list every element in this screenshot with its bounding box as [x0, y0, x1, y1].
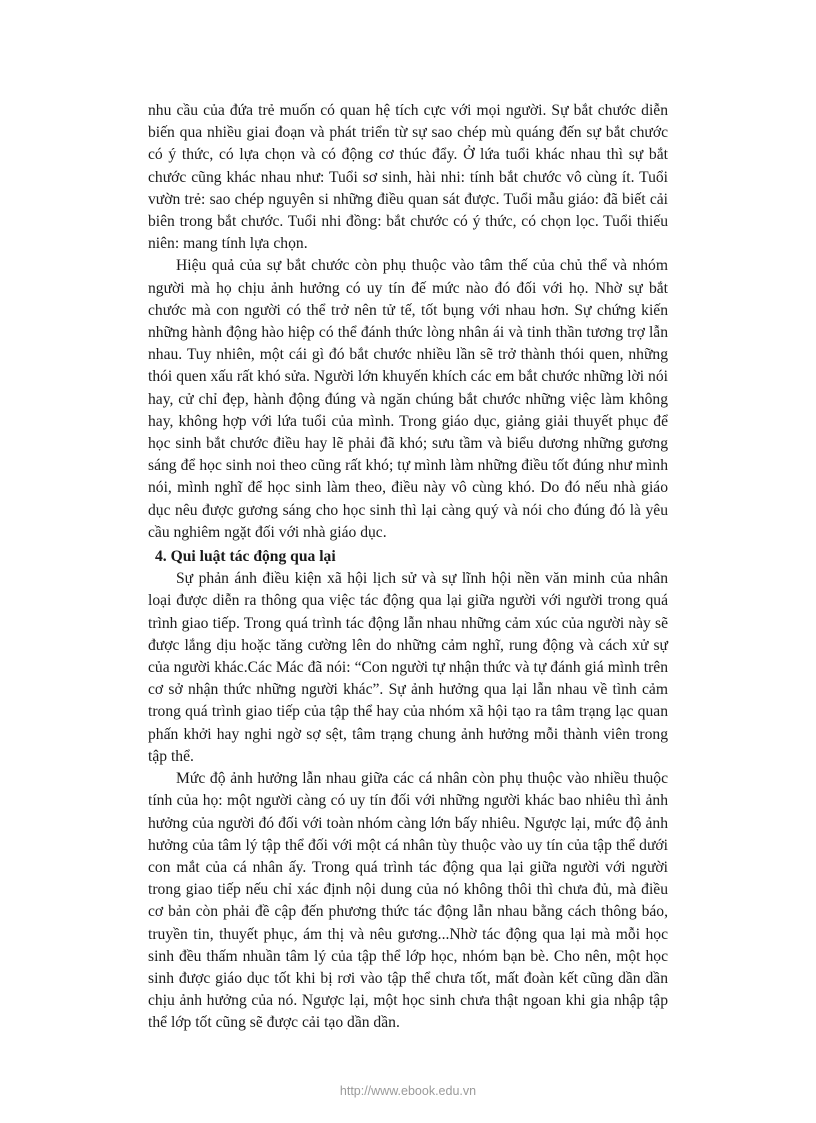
document-page: [148, 100, 668, 1035]
footer-url: http://www.ebook.edu.vn: [339, 1084, 477, 1098]
section-heading: 4. Qui luật tác động qua lại: [155, 548, 336, 566]
paragraph-imitation-effectiveness: Hiệu quả của sự bắt chước còn phụ thuộc vào tâm thế của chủ thể và nhóm người mà họ chịu ảnh hưởng có uy tín đế mức nào đó đối với họ. Nhờ sự bắt chước mà con người có thể trở nên tử tế, tốt bụng với nhau hơn. Sự chứng kiến những hành động hào hiệp có thể đánh thức lòng nhân ái và tinh thần tương trợ lẫn nhau. Tuy nhiên, một cái gì đó bắt chước nhiều lần sẽ trở thành thói quen, những thói quen xấu rất khó sửa. Người lớn khuyến khích các em bắt chước những lời nói hay, cử chỉ đẹp, hành động đúng và ngăn chúng bắt chước những việc làm không hay, không hợp với lứa tuổi của mình. Trong giáo dục, giảng giải thuyết phục để học sinh bắt chước điều hay lẽ phải đã khó; sưu tầm và biểu dương những gương sáng để học sinh noi theo cũng rất khó; tự mình làm những điều tốt đúng như mình nói, mình nghĩ để học sinh làm theo, điều này vô cùng khó. Do đó nếu nhà giáo dục nêu được gương sáng cho học sinh thì lại càng quý và nói cho đúng đó là yêu cầu nghiêm ngặt đối với nhà giáo dục.: [148, 257, 668, 541]
paragraph-influence-degree: Mức độ ảnh hưởng lẫn nhau giữa các cá nhân còn phụ thuộc vào nhiều thuộc tính của họ: một người càng có uy tín đối với những người khác bao nhiêu thì ảnh hưởng của người đó đối với toàn nhóm càng lớn bấy nhiêu. Ngược lại, mức độ ảnh hưởng của tâm lý tập thể đối với một cá nhân tùy thuộc vào uy tín của tập thể dưới con mắt của cá nhân ấy. Trong quá trình tác động qua lại giữa người với người trong giao tiếp nếu chỉ xác định nội dung của nó không thôi thì chưa đủ, mà điều cơ bản còn phải đề cập đến phương thức tác động lẫn nhau bằng cách thông báo, truyền tin, thuyết phục, ám thị và nêu gương...Nhờ tác động qua lại mà mỗi học sinh đều thấm nhuần tâm lý của tập thể lớp học, nhóm bạn bè. Cho nên, một học sinh được giáo dục tốt khi bị rơi vào tập thể chưa tốt, mất đoàn kết cũng dần dần chịu ảnh hưởng của nó. Ngược lại, một học sinh chưa thật ngoan khi gia nhập tập thể lớp tốt cũng sẽ được cải tạo dần dần.: [148, 770, 668, 1032]
paragraph-interaction-law: Sự phản ánh điều kiện xã hội lịch sử và sự lĩnh hội nền văn minh của nhân loại được diễn ra thông qua việc tác động qua lại giữa người với người trong quá trình giao tiếp. Trong quá trình tác động lẫn nhau những cảm xúc của người này sẽ được lắng dịu hoặc tăng cường lên do những cảm nghĩ, rung động và cách xử sự của người khác.Các Mác đã nói: “Con người tự nhận thức và tự đánh giá mình trên cơ sở nhận thức những người khác”. Sự ảnh hưởng qua lại lẫn nhau về tình cảm trong quá trình giao tiếp của tập thể hay của nhóm xã hội tạo ra tâm trạng lạc quan phấn khởi hay nghi ngờ sợ sệt, tâm trạng chung ảnh hưởng mỗi thành viên trong tập thể.: [148, 570, 668, 765]
paragraph-imitation-stages: nhu cầu của đứa trẻ muốn có quan hệ tích cực với mọi người. Sự bắt chước diễn biến qua nhiều giai đoạn và phát triển từ sự sao chép mù quáng đến sự bắt chước có ý thức, có lựa chọn và có động cơ thúc đẩy. Ở lứa tuổi khác nhau thì sự bắt chước cũng khác nhau như: Tuổi sơ sinh, hài nhi: tính bắt chước vô cùng ít. Tuổi vườn trẻ: sao chép nguyên si những điều quan sát được. Tuổi mẫu giáo: đã biết cải biên trong bắt chước. Tuổi nhi đồng: bắt chước có ý thức, có chọn lọc. Tuổi thiếu niên: mang tính lựa chọn.: [148, 102, 668, 253]
